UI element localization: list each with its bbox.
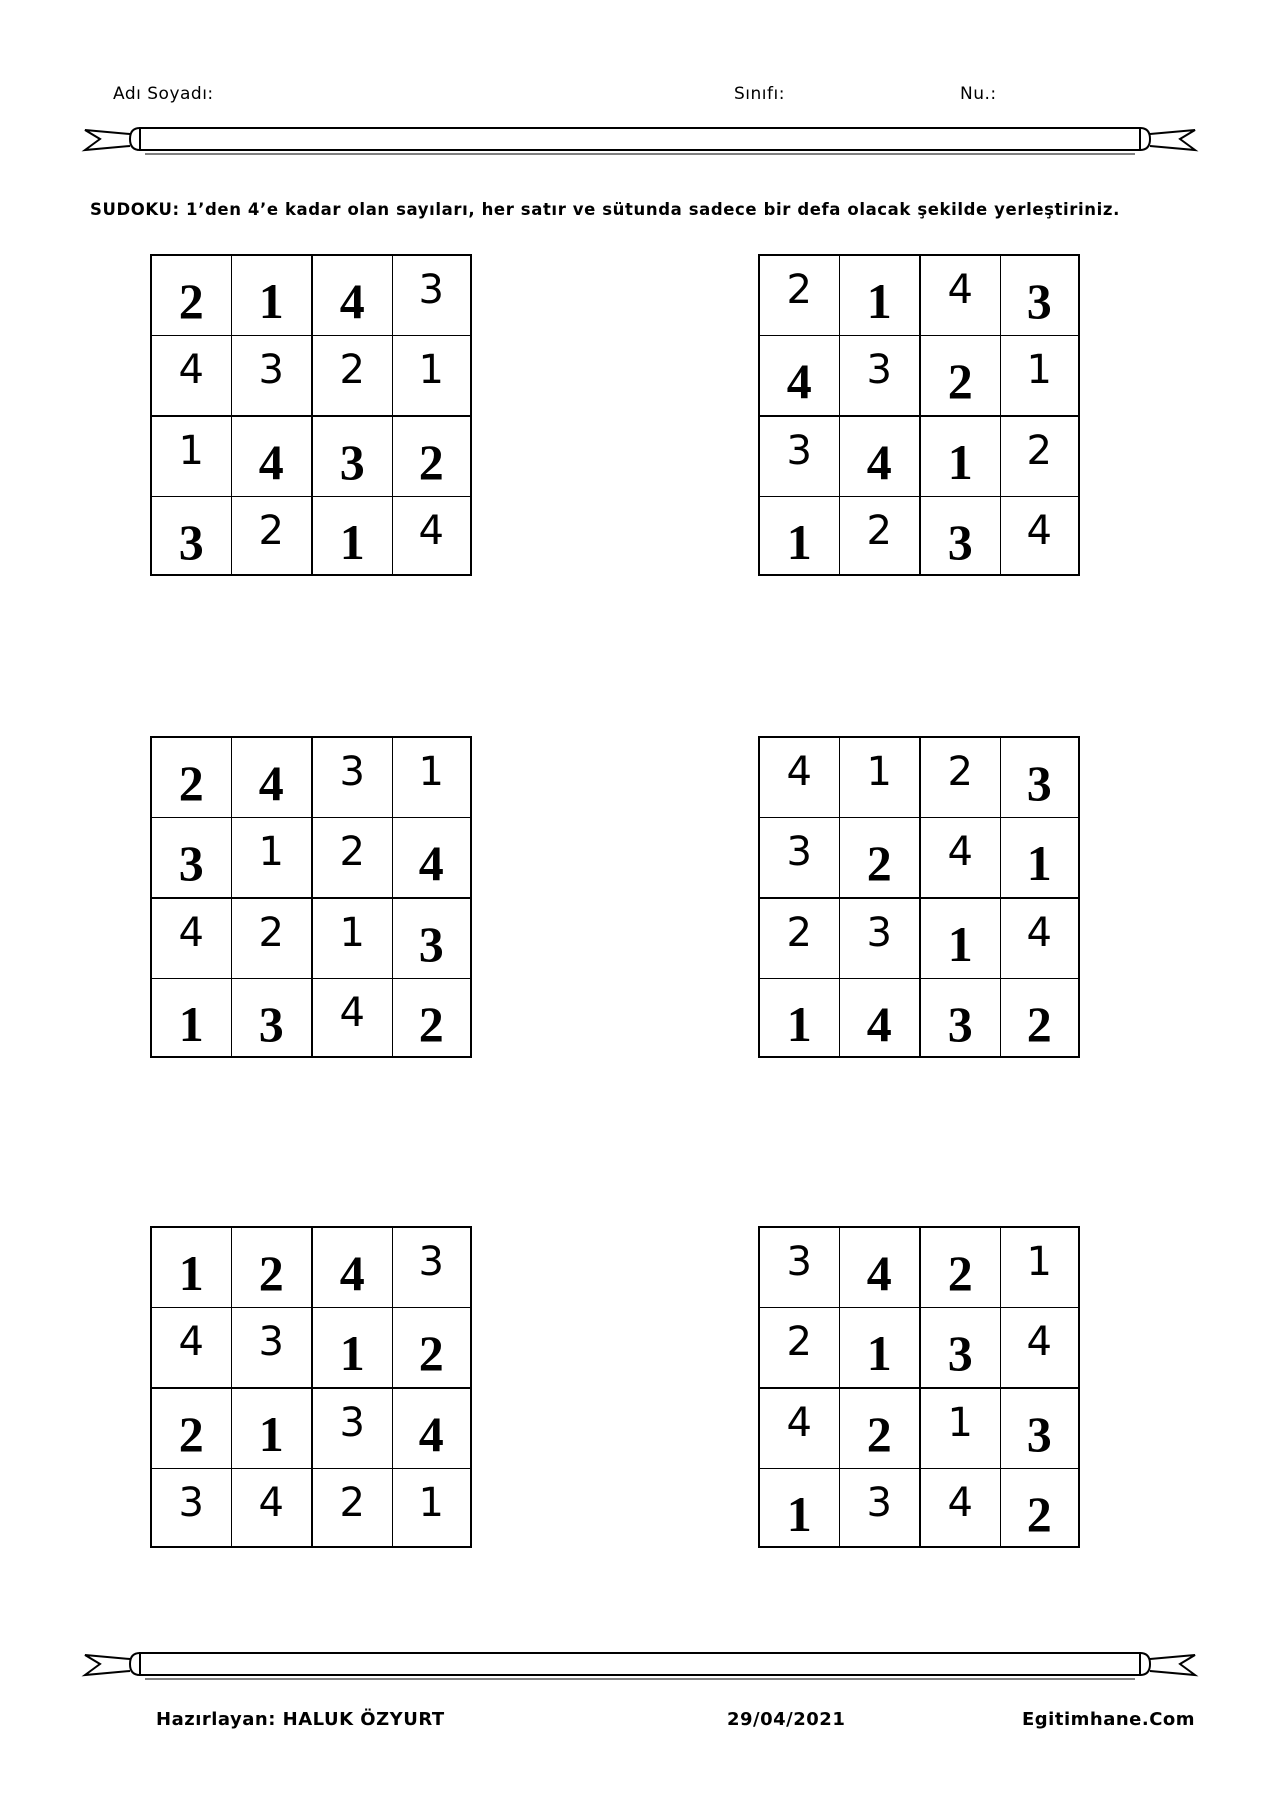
sudoku-cell	[231, 1468, 312, 1549]
given-digit: 1	[866, 749, 892, 795]
sudoku-grid-3	[150, 736, 472, 1058]
sudoku-cell	[311, 254, 392, 335]
class-label: Sınıfı:	[734, 84, 785, 104]
given-digit: 3	[339, 1400, 365, 1446]
sudoku-cell	[839, 1387, 920, 1468]
given-digit: 4	[178, 1318, 204, 1365]
given-digit: 3	[786, 828, 812, 875]
filled-digit: 3	[947, 995, 973, 1052]
sudoku-cell	[392, 496, 473, 577]
filled-digit: 2	[866, 834, 892, 891]
given-digit: 4	[1026, 507, 1052, 554]
filled-digit: 2	[178, 1406, 204, 1462]
given-digit: 2	[339, 346, 365, 393]
given-digit: 4	[418, 507, 444, 554]
filled-digit: 4	[339, 1245, 365, 1301]
given-digit: 3	[866, 910, 892, 956]
filled-digit: 3	[1026, 1406, 1052, 1462]
sudoku-cell	[758, 496, 839, 577]
given-digit: 3	[178, 1479, 204, 1526]
filled-digit: 4	[418, 834, 444, 891]
sudoku-cell	[1000, 496, 1081, 577]
date-text: 29/04/2021	[727, 1709, 846, 1730]
filled-digit: 1	[339, 513, 365, 570]
sudoku-cell	[919, 1307, 1000, 1388]
sudoku-cell	[758, 415, 839, 496]
given-digit: 4	[1026, 910, 1052, 956]
sudoku-cell	[231, 1226, 312, 1307]
sudoku-grid-5	[150, 1226, 472, 1548]
given-digit: 4	[947, 1479, 973, 1526]
site-name: Egitimhane.Com	[1022, 1709, 1196, 1730]
filled-digit: 4	[866, 434, 892, 490]
filled-digit: 2	[178, 273, 204, 329]
filled-digit: 1	[786, 513, 812, 570]
sudoku-cell	[392, 254, 473, 335]
filled-digit: 2	[418, 995, 444, 1052]
filled-digit: 3	[947, 513, 973, 570]
sudoku-cell	[919, 897, 1000, 978]
sudoku-cell	[231, 978, 312, 1059]
sudoku-cell	[150, 1468, 231, 1549]
sudoku-cell	[311, 415, 392, 496]
given-digit: 2	[258, 507, 284, 554]
sudoku-cell	[1000, 978, 1081, 1059]
sudoku-cell	[231, 897, 312, 978]
filled-digit: 4	[866, 1245, 892, 1301]
sudoku-cell	[919, 1387, 1000, 1468]
given-digit: 1	[418, 1479, 444, 1526]
sudoku-cell	[392, 1468, 473, 1549]
filled-digit: 3	[1026, 273, 1052, 329]
sudoku-cell	[839, 335, 920, 416]
sudoku-cell	[919, 1226, 1000, 1307]
sudoku-instructions: SUDOKU: 1’den 4’e kadar olan sayıları, her satır ve sütunda sadece bir defa olacak şekilde yerleştiriniz.	[90, 200, 1120, 219]
sudoku-cell	[758, 1226, 839, 1307]
sudoku-cell	[311, 817, 392, 898]
filled-digit: 4	[418, 1406, 444, 1462]
sudoku-cell	[839, 496, 920, 577]
filled-digit: 1	[866, 273, 892, 329]
sudoku-cell	[758, 736, 839, 817]
given-digit: 1	[1026, 1239, 1052, 1285]
given-digit: 1	[418, 346, 444, 393]
sudoku-cell	[311, 496, 392, 577]
sudoku-cell	[392, 1387, 473, 1468]
sudoku-cell	[311, 1387, 392, 1468]
filled-digit: 2	[1026, 995, 1052, 1052]
sudoku-cell	[919, 978, 1000, 1059]
sudoku-cell	[758, 897, 839, 978]
filled-digit: 2	[866, 1406, 892, 1462]
sudoku-cell	[1000, 897, 1081, 978]
filled-digit: 1	[786, 995, 812, 1052]
filled-digit: 1	[258, 1406, 284, 1462]
given-digit: 2	[786, 910, 812, 956]
filled-digit: 4	[786, 352, 812, 409]
sudoku-cell	[150, 335, 231, 416]
sudoku-cell	[919, 415, 1000, 496]
given-digit: 2	[786, 267, 812, 313]
given-digit: 2	[258, 910, 284, 956]
sudoku-grid-4	[758, 736, 1080, 1058]
footer-scroll-banner	[80, 1645, 1200, 1695]
sudoku-cell	[392, 817, 473, 898]
sudoku-cell	[231, 335, 312, 416]
filled-digit: 3	[258, 995, 284, 1052]
given-digit: 4	[258, 1479, 284, 1526]
sudoku-cell	[758, 817, 839, 898]
given-digit: 4	[339, 989, 365, 1036]
sudoku-cell	[919, 496, 1000, 577]
filled-digit: 1	[866, 1324, 892, 1381]
sudoku-cell	[311, 978, 392, 1059]
sudoku-cell	[1000, 1307, 1081, 1388]
sudoku-cell	[150, 978, 231, 1059]
given-digit: 4	[178, 910, 204, 956]
filled-digit: 2	[1026, 1485, 1052, 1542]
sudoku-cell	[311, 1226, 392, 1307]
sudoku-cell	[919, 254, 1000, 335]
sudoku-cell	[1000, 1468, 1081, 1549]
sudoku-cell	[1000, 254, 1081, 335]
given-digit: 4	[947, 267, 973, 313]
filled-digit: 3	[178, 513, 204, 570]
sudoku-cell	[392, 415, 473, 496]
sudoku-cell	[150, 254, 231, 335]
filled-digit: 4	[258, 434, 284, 490]
filled-digit: 1	[1026, 834, 1052, 891]
student-name-label: Adı Soyadı:	[113, 84, 214, 104]
sudoku-cell	[150, 1387, 231, 1468]
given-digit: 3	[418, 267, 444, 313]
sudoku-cell	[839, 254, 920, 335]
given-digit: 3	[786, 428, 812, 474]
sudoku-cell	[392, 1226, 473, 1307]
sudoku-cell	[919, 736, 1000, 817]
sudoku-cell	[150, 1226, 231, 1307]
given-digit: 3	[258, 1318, 284, 1365]
given-digit: 4	[786, 1400, 812, 1446]
author-credit: Hazırlayan: HALUK ÖZYURT	[156, 1709, 445, 1730]
sudoku-cell	[839, 978, 920, 1059]
given-digit: 3	[339, 749, 365, 795]
given-digit: 4	[178, 346, 204, 393]
filled-digit: 2	[418, 434, 444, 490]
given-digit: 4	[1026, 1318, 1052, 1365]
given-digit: 1	[178, 428, 204, 474]
sudoku-cell	[311, 736, 392, 817]
sudoku-cell	[839, 1468, 920, 1549]
sudoku-cell	[919, 817, 1000, 898]
given-digit: 2	[1026, 428, 1052, 474]
sudoku-cell	[758, 1387, 839, 1468]
sudoku-cell	[839, 1307, 920, 1388]
given-digit: 1	[418, 749, 444, 795]
filled-digit: 4	[866, 995, 892, 1052]
filled-digit: 2	[178, 755, 204, 811]
given-digit: 2	[947, 749, 973, 795]
sudoku-cell	[839, 897, 920, 978]
filled-digit: 3	[339, 434, 365, 490]
sudoku-cell	[231, 1387, 312, 1468]
sudoku-cell	[758, 978, 839, 1059]
given-digit: 4	[786, 749, 812, 795]
sudoku-cell	[231, 1307, 312, 1388]
sudoku-cell	[311, 1468, 392, 1549]
sudoku-cell	[919, 335, 1000, 416]
sudoku-cell	[150, 817, 231, 898]
sudoku-grid-2	[758, 254, 1080, 576]
given-digit: 2	[339, 828, 365, 875]
sudoku-cell	[231, 817, 312, 898]
sudoku-grid-6	[758, 1226, 1080, 1548]
given-digit: 3	[866, 346, 892, 393]
sudoku-cell	[392, 335, 473, 416]
sudoku-grid-1	[150, 254, 472, 576]
sudoku-cell	[1000, 736, 1081, 817]
filled-digit: 1	[178, 1245, 204, 1301]
sudoku-cell	[1000, 1226, 1081, 1307]
sudoku-cell	[1000, 335, 1081, 416]
filled-digit: 3	[418, 916, 444, 972]
given-digit: 2	[866, 507, 892, 554]
filled-digit: 2	[418, 1324, 444, 1381]
sudoku-cell	[758, 1468, 839, 1549]
sudoku-cell	[150, 897, 231, 978]
sudoku-cell	[758, 1307, 839, 1388]
sudoku-cell	[231, 496, 312, 577]
filled-digit: 1	[258, 273, 284, 329]
filled-digit: 2	[258, 1245, 284, 1301]
sudoku-cell	[758, 335, 839, 416]
sudoku-cell	[1000, 817, 1081, 898]
student-number-label: Nu.:	[960, 84, 997, 104]
sudoku-cell	[392, 897, 473, 978]
filled-digit: 1	[339, 1324, 365, 1381]
sudoku-cell	[839, 817, 920, 898]
filled-digit: 1	[178, 995, 204, 1052]
given-digit: 3	[258, 346, 284, 393]
filled-digit: 3	[1026, 755, 1052, 811]
given-digit: 1	[947, 1400, 973, 1446]
sudoku-cell	[1000, 415, 1081, 496]
given-digit: 3	[418, 1239, 444, 1285]
filled-digit: 2	[947, 352, 973, 409]
sudoku-cell	[150, 496, 231, 577]
given-digit: 2	[339, 1479, 365, 1526]
filled-digit: 2	[947, 1245, 973, 1301]
sudoku-cell	[392, 1307, 473, 1388]
filled-digit: 4	[339, 273, 365, 329]
sudoku-cell	[758, 254, 839, 335]
header-scroll-banner	[80, 120, 1200, 170]
given-digit: 1	[258, 828, 284, 875]
sudoku-cell	[231, 254, 312, 335]
filled-digit: 1	[786, 1485, 812, 1542]
sudoku-cell	[392, 978, 473, 1059]
sudoku-cell	[839, 415, 920, 496]
sudoku-cell	[150, 415, 231, 496]
filled-digit: 4	[258, 755, 284, 811]
sudoku-cell	[311, 1307, 392, 1388]
sudoku-cell	[311, 897, 392, 978]
sudoku-cell	[1000, 1387, 1081, 1468]
sudoku-cell	[311, 335, 392, 416]
given-digit: 3	[786, 1239, 812, 1285]
sudoku-cell	[150, 1307, 231, 1388]
given-digit: 1	[1026, 346, 1052, 393]
sudoku-cell	[839, 736, 920, 817]
sudoku-cell	[150, 736, 231, 817]
sudoku-cell	[839, 1226, 920, 1307]
given-digit: 2	[786, 1318, 812, 1365]
given-digit: 1	[339, 910, 365, 956]
filled-digit: 3	[947, 1324, 973, 1381]
sudoku-cell	[231, 736, 312, 817]
sudoku-cell	[392, 736, 473, 817]
sudoku-cell	[919, 1468, 1000, 1549]
sudoku-cell	[231, 415, 312, 496]
filled-digit: 3	[178, 834, 204, 891]
filled-digit: 1	[947, 434, 973, 490]
filled-digit: 1	[947, 916, 973, 972]
given-digit: 4	[947, 828, 973, 875]
given-digit: 3	[866, 1479, 892, 1526]
